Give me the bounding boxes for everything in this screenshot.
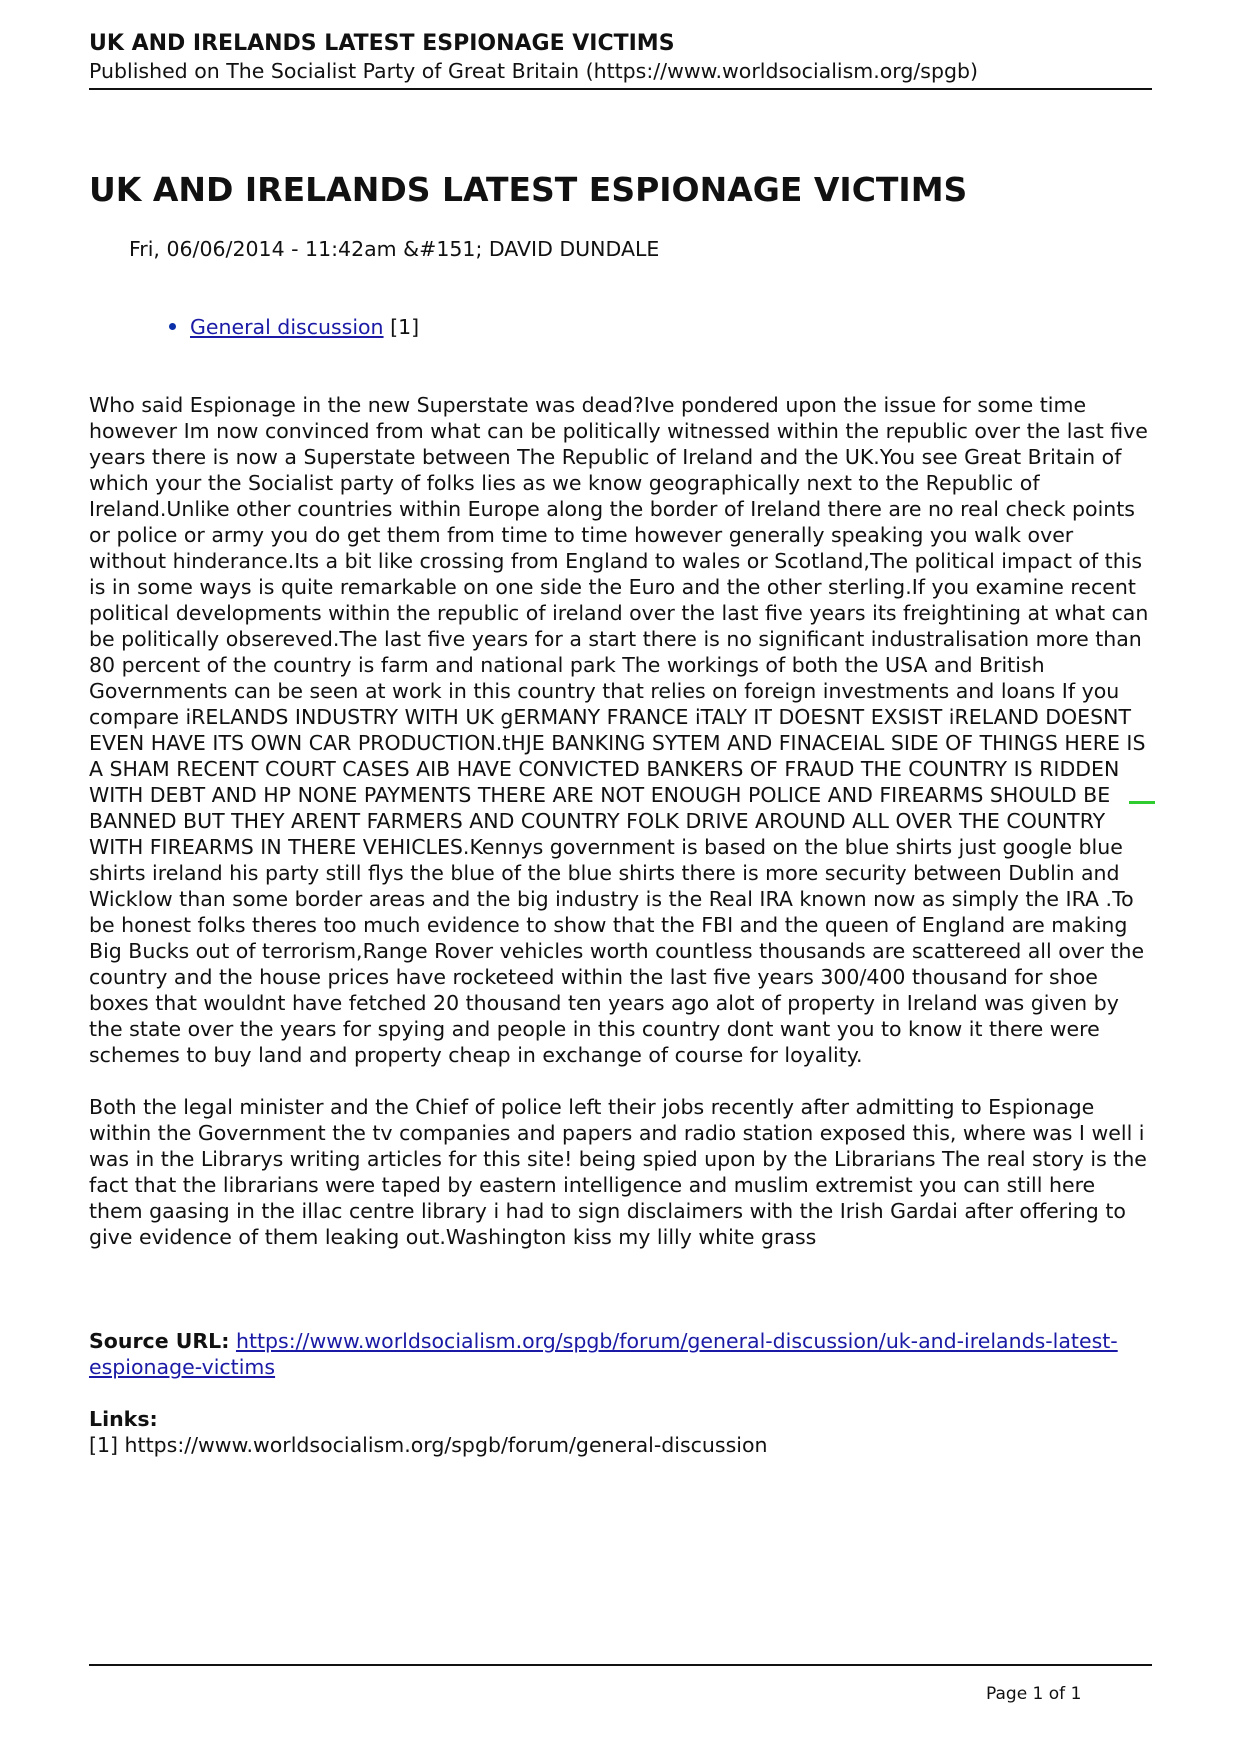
bullet-icon	[169, 323, 176, 330]
source-url-link[interactable]: https://www.worldsocialism.org/spgb/forum/general-discussion/uk-and-irelands-latest-espionage-victims	[89, 1329, 1118, 1379]
article-title: UK AND IRELANDS LATEST ESPIONAGE VICTIMS	[89, 170, 968, 209]
header-divider	[89, 88, 1152, 90]
tag-list	[169, 314, 419, 340]
footer-divider	[89, 1664, 1152, 1666]
tag-reference: [1]	[390, 315, 420, 339]
article-body	[89, 392, 1152, 1276]
page-header	[89, 30, 1152, 84]
body-paragraph: Both the legal minister and the Chief of police left their jobs recently after admitting to Espionage within the Government the tv companies and papers and radio station exposed this, where was I well i was in the Librarys writing articles for this site! being spied upon by the Librarians The real story is the fact that the librarians were taped by eastern intelligence and muslim extremist you can still here them gaasing in the illac centre library i had to sign disclaimers with the Irish Gardai after offering to give evidence of them leaking out.Washington kiss my lilly white grass	[89, 1095, 1147, 1249]
green-mark	[1129, 801, 1155, 804]
tag-link-general-discussion[interactable]: General discussion	[190, 315, 384, 339]
source-url-label: Source URL:	[89, 1329, 230, 1353]
links-label: Links:	[89, 1407, 158, 1431]
page-number: Page 1 of 1	[986, 1684, 1082, 1704]
article-meta: Fri, 06/06/2014 - 11:42am &#151; DAVID DUNDALE	[129, 237, 660, 261]
header-title: UK AND IRELANDS LATEST ESPIONAGE VICTIMS	[89, 31, 675, 56]
source-url-section	[89, 1328, 1152, 1380]
header-published-line: Published on The Socialist Party of Great Britain (https://www.worldsocialism.org/spgb)	[89, 59, 979, 83]
link-item: [1] https://www.worldsocialism.org/spgb/forum/general-discussion	[89, 1433, 768, 1457]
links-section	[89, 1406, 1152, 1458]
body-paragraph: Who said Espionage in the new Superstate was dead?Ive pondered upon the issue for some time however Im now convinced from what can be politically witnessed within the republic over the last five years there is now a Superstate between The Republic of Ireland and the UK.You see Great Britain of which your the Socialist party of folks lies as we know geographically next to the Republic of Ireland.Unlike other countries within Europe along the border of Ireland there are no real check points or police or army you do get them from time to time however generally speaking you walk over without hinderance.Its a bit like crossing from England to wales or Scotland,The political impact of this is in some ways is quite remarkable on one side the Euro and the other sterling.If you examine recent political developments within the republic of ireland over the last five years its freightining at what can be politically obsereved.The last five years for a start there is no significant industralisation more than 80 percent of the country is farm and national park The workings of both the USA and British Governments can be seen at work in this country that relies on foreign investments and loans If you compare iRELANDS INDUSTRY WITH UK gERMANY FRANCE iTALY IT DOESNT EXSIST iRELAND DOESNT EVEN HAVE ITS OWN CAR PRODUCTION.tHJE BANKING SYTEM AND FINACEIAL SIDE OF THINGS HERE IS A SHAM RECENT COURT CASES AIB HAVE CONVICTED BANKERS OF FRAUD THE COUNTRY IS RIDDEN WITH DEBT AND HP NONE PAYMENTS THERE ARE NOT ENOUGH POLICE AND FIREARMS SHOULD BE BANNED BUT THEY ARENT FARMERS AND COUNTRY FOLK DRIVE AROUND ALL OVER THE COUNTRY WITH FIREARMS IN THERE VEHICLES.Kennys government is based on the blue shirts just google blue shirts ireland his party still flys the blue of the blue shirts there is more security between Dublin and Wicklow than some border areas and the big industry is the Real IRA known now as simply the IRA .To be honest folks theres too much evidence to show that the FBI and the queen of England are making Big Bucks out of terrorism,Range Rover vehicles worth countless thousands are scattereed all over the country and the house prices have rocketeed within the last five years 300/400 thousand for shoe boxes that wouldnt have fetched 20 thousand ten years ago alot of property in Ireland was given by the state over the years for spying and people in this country dont want you to know it there were schemes to buy land and property cheap in exchange of course for loyality.	[89, 393, 1149, 1067]
